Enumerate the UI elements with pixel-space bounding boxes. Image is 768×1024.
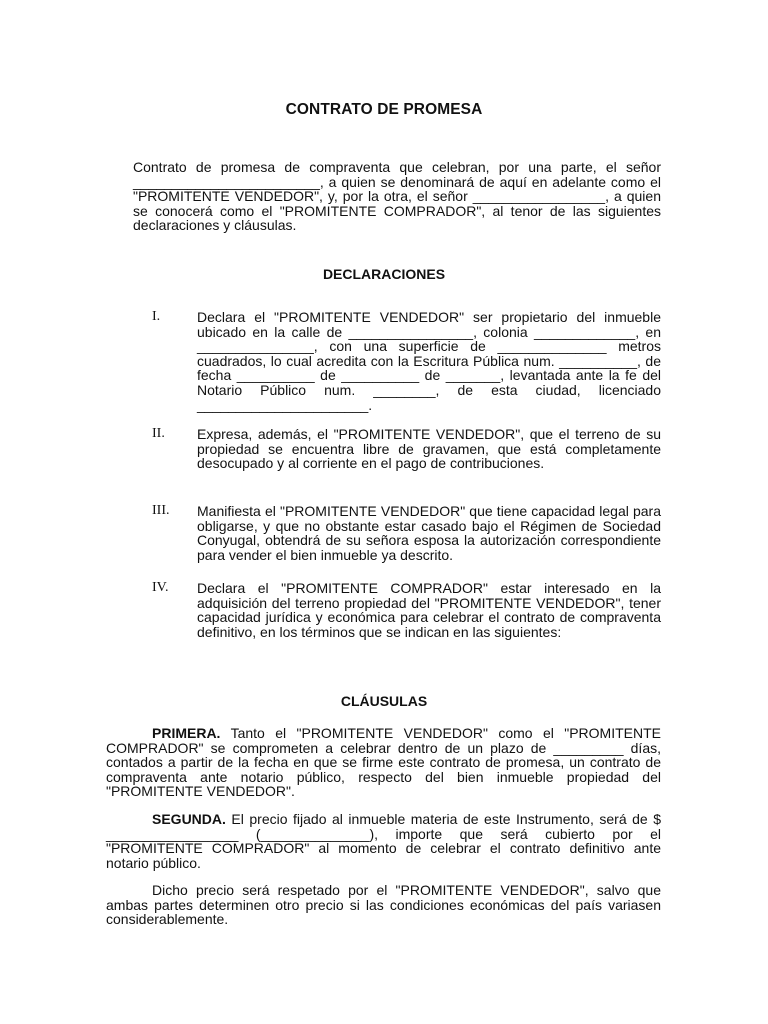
clause-text: Dicho precio será respetado por el "PROMITENTE VENDEDOR", salvo que ambas partes determinen otro precio si las condiciones económicas del país variasen considerablemente.	[106, 882, 661, 928]
declaration-numeral: II.	[152, 426, 165, 441]
clause-paragraph	[106, 883, 661, 927]
clause-label: PRIMERA.	[152, 725, 221, 741]
declaration-text: Manifiesta el "PROMITENTE VENDEDOR" que tiene capacidad legal para obligarse, y que no obstante estar casado bajo el Régimen de Sociedad Conyugal, obtendrá de su señora esposa la autorización correspondiente para vender el bien inmueble ya descrito.	[197, 503, 661, 563]
declaration-numeral: IV.	[152, 580, 169, 595]
document-title: CONTRATO DE PROMESA	[285, 101, 483, 118]
declaration-text: Declara el "PROMITENTE VENDEDOR" ser propietario del inmueble ubicado en la calle de ________________, colonia _____________, en _______________, con una superficie de ______________ metros cuadrados, lo cual acredita con la Escritura Pública num. __________, de fecha __________ de __________ de _______, levantada ante la fe del Notario Público num. ________, de esta ciudad, licenciado ______________________.	[197, 309, 661, 413]
clauses-heading: CLÁUSULAS	[340, 693, 428, 709]
declaration-numeral: III.	[152, 503, 170, 518]
declaration-text: Declara el "PROMITENTE COMPRADOR" estar interesado en la adquisición del terreno propiedad del "PROMITENTE VENDEDOR", tener capacidad jurídica y económica para celebrar el contrato de compraventa definitivo, en los términos que se indican en las siguientes:	[197, 580, 661, 640]
clause-text: Tanto el "PROMITENTE VENDEDOR" como el "PROMITENTE COMPRADOR" se comprometen a celebrar dentro de un plazo de _________ días, contados a partir de la fecha en que se firme este contrato de promesa, un contrato de compraventa ante notario público, respecto del bien inmueble propiedad del "PROMITENTE VENDEDOR".	[106, 725, 661, 800]
intro-paragraph: Contrato de promesa de compraventa que celebran, por una parte, el señor ________________________, a quien se denominará de aquí en adelante como el "PROMITENTE VENDEDOR", y, por la otra, el señor _________________, a quien se conocerá como el "PROMITENTE COMPRADOR", al tenor de las siguientes declaraciones y cláusulas.	[133, 159, 661, 234]
declaration-item	[133, 504, 661, 562]
clause-label: SEGUNDA.	[152, 811, 226, 827]
clause-paragraph	[106, 726, 661, 799]
declaration-item	[133, 581, 661, 639]
declaration-item	[133, 310, 661, 412]
declaration-text: Expresa, además, el "PROMITENTE VENDEDOR", que el terreno de su propiedad se encuentra libre de gravamen, que está completamente desocupado y al corriente en el pago de contribuciones.	[197, 426, 661, 472]
declarations-heading: DECLARACIONES	[322, 266, 446, 282]
declaration-numeral: I.	[152, 309, 161, 324]
clause-text: El precio fijado al inmueble materia de este Instrumento, será de $ _________________ (______________), importe que será cubierto por el "PROMITENTE COMPRADOR" al momento de celebrar el contrato definitivo ante notario público.	[106, 811, 661, 871]
declaration-item	[133, 427, 661, 471]
clause-paragraph	[106, 812, 661, 870]
